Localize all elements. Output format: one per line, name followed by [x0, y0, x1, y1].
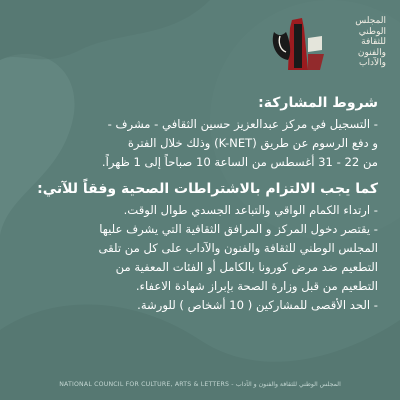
- council-logo: [268, 10, 386, 74]
- section-spacer: [26, 172, 378, 180]
- participation-terms-line: - التسجيل في مركز عبدالعزيز حسين الثقافي - مشرف -: [107, 117, 378, 131]
- health-requirements-line: - يقتصر دخول المركز و المرافق الثقافية التي يشرف عليها: [99, 222, 378, 236]
- participation-terms-line: و دفع الرسوم عن طريق (K-NET) وذلك خلال الفترة: [127, 136, 378, 150]
- council-name-line: والفنون: [357, 47, 386, 58]
- announcement-body: [26, 94, 378, 315]
- background-wave-upper: [0, 0, 210, 60]
- council-name: [332, 16, 386, 69]
- health-requirements-line: المجلس الوطني للثقافة والفنون والآداب على كل من تلقى: [98, 241, 378, 255]
- participation-terms-heading: شروط المشاركة:: [258, 95, 378, 111]
- health-requirements-line: التطعيم ضد مرض كورونا بالكامل أو الفئات المعفية من: [115, 260, 378, 274]
- council-name-line: للثقافة: [361, 37, 386, 47]
- health-requirements-line: - الحد الأقصى للمشاركين ( 10 أشخاص ) للورشة.: [137, 298, 378, 312]
- council-name-line: والآداب: [359, 58, 386, 68]
- council-name-line: المجلس: [355, 16, 386, 26]
- footer-council-name: NATIONAL COUNCIL FOR CULTURE, ARTS & LETTERS - المجلس الوطني للثقافة والفنون و الآداب: [59, 381, 341, 388]
- council-emblem-icon: [268, 14, 326, 74]
- council-name-line: الوطني: [358, 26, 386, 37]
- health-requirements-line: - ارتداء الكمام الواقي والتباعد الجسدي طوال الوقت.: [123, 203, 378, 217]
- health-requirements-line: التطعيم من قبل وزارة الصحة بإبراز شهادة الاعفاء.: [135, 279, 378, 293]
- participation-terms-line: من 22 - 31 أغسطس من الساعة 10 صباحاً إلى 1 ظهراً.: [101, 155, 378, 169]
- health-requirements-heading: كما يجب الالتزام بالاشتراطات الصحية وفقاً للآتي:: [37, 181, 378, 197]
